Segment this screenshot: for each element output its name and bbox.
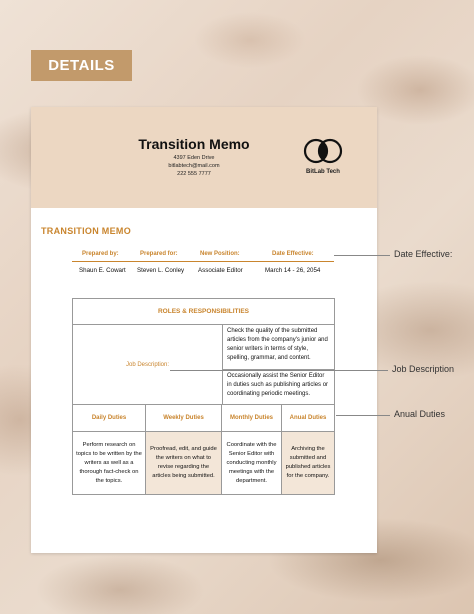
company-phone: 222 555 7777	[177, 171, 211, 177]
prepared-by-label: Prepared by:	[82, 251, 119, 257]
prepared-for-label: Prepared for:	[140, 251, 178, 257]
job-description-item: Occasionally assist the Senior Editor in duties such as publishing articles or coordinating periodic meetings.	[223, 370, 334, 405]
job-description-callout: Job Description	[392, 364, 455, 374]
company-name: BitLab Tech	[306, 169, 340, 175]
anual-duties-callout: Anual Duties	[394, 409, 446, 419]
anual-duties-callout-line	[336, 415, 390, 416]
memo-header	[31, 107, 377, 208]
monthly-duties-header: Monthly Duties	[222, 405, 282, 432]
job-description-callout-line	[170, 370, 388, 371]
company-email: bitlabtech@mail.com	[168, 163, 220, 169]
job-description-label: Job Description:	[73, 325, 223, 405]
prepared-for-value: Steven L. Conley	[137, 267, 185, 274]
memo-header-title: Transition Memo	[138, 136, 250, 152]
new-position-value: Associate Editor	[198, 267, 243, 274]
details-badge: DETAILS	[31, 50, 132, 81]
memo-divider	[72, 261, 334, 262]
memo-section-title: TRANSITION MEMO	[41, 226, 131, 236]
job-description-item: Check the quality of the submitted articles from the company's junior and senior writers in terms of style, spelling, grammar, and content.	[223, 325, 334, 370]
annual-duties-header: Anual Duties	[282, 405, 334, 432]
date-effective-callout-line	[334, 255, 390, 256]
company-address: 4397 Eden Drive	[173, 155, 215, 161]
date-effective-value: March 14 - 26, 2054	[265, 267, 321, 274]
weekly-duties-header: Weekly Duties	[146, 405, 222, 432]
date-effective-callout: Date Effective:	[394, 249, 453, 259]
daily-duties-text: Perform research on topics to be written by the writers as well as a thorough fact-check on the topics.	[73, 432, 146, 494]
monthly-duties-text: Coordinate with the Senior Editor with conducting monthly meetings with the department.	[222, 432, 282, 494]
prepared-by-value: Shaun E. Cowart	[79, 267, 126, 274]
roles-title: ROLES & RESPONSIBILITIES	[73, 299, 334, 325]
weekly-duties-text: Proofread, edit, and guide the writers on what to revise regarding the articles being submitted.	[146, 432, 222, 494]
overlapping-circles-logo-icon	[303, 138, 343, 164]
roles-table	[72, 298, 335, 495]
annual-duties-text: Archiving the submitted and published articles for the company.	[282, 432, 334, 494]
date-effective-label: Date Effective:	[272, 251, 314, 257]
daily-duties-header: Daily Duties	[73, 405, 146, 432]
new-position-label: New Position:	[200, 251, 240, 257]
